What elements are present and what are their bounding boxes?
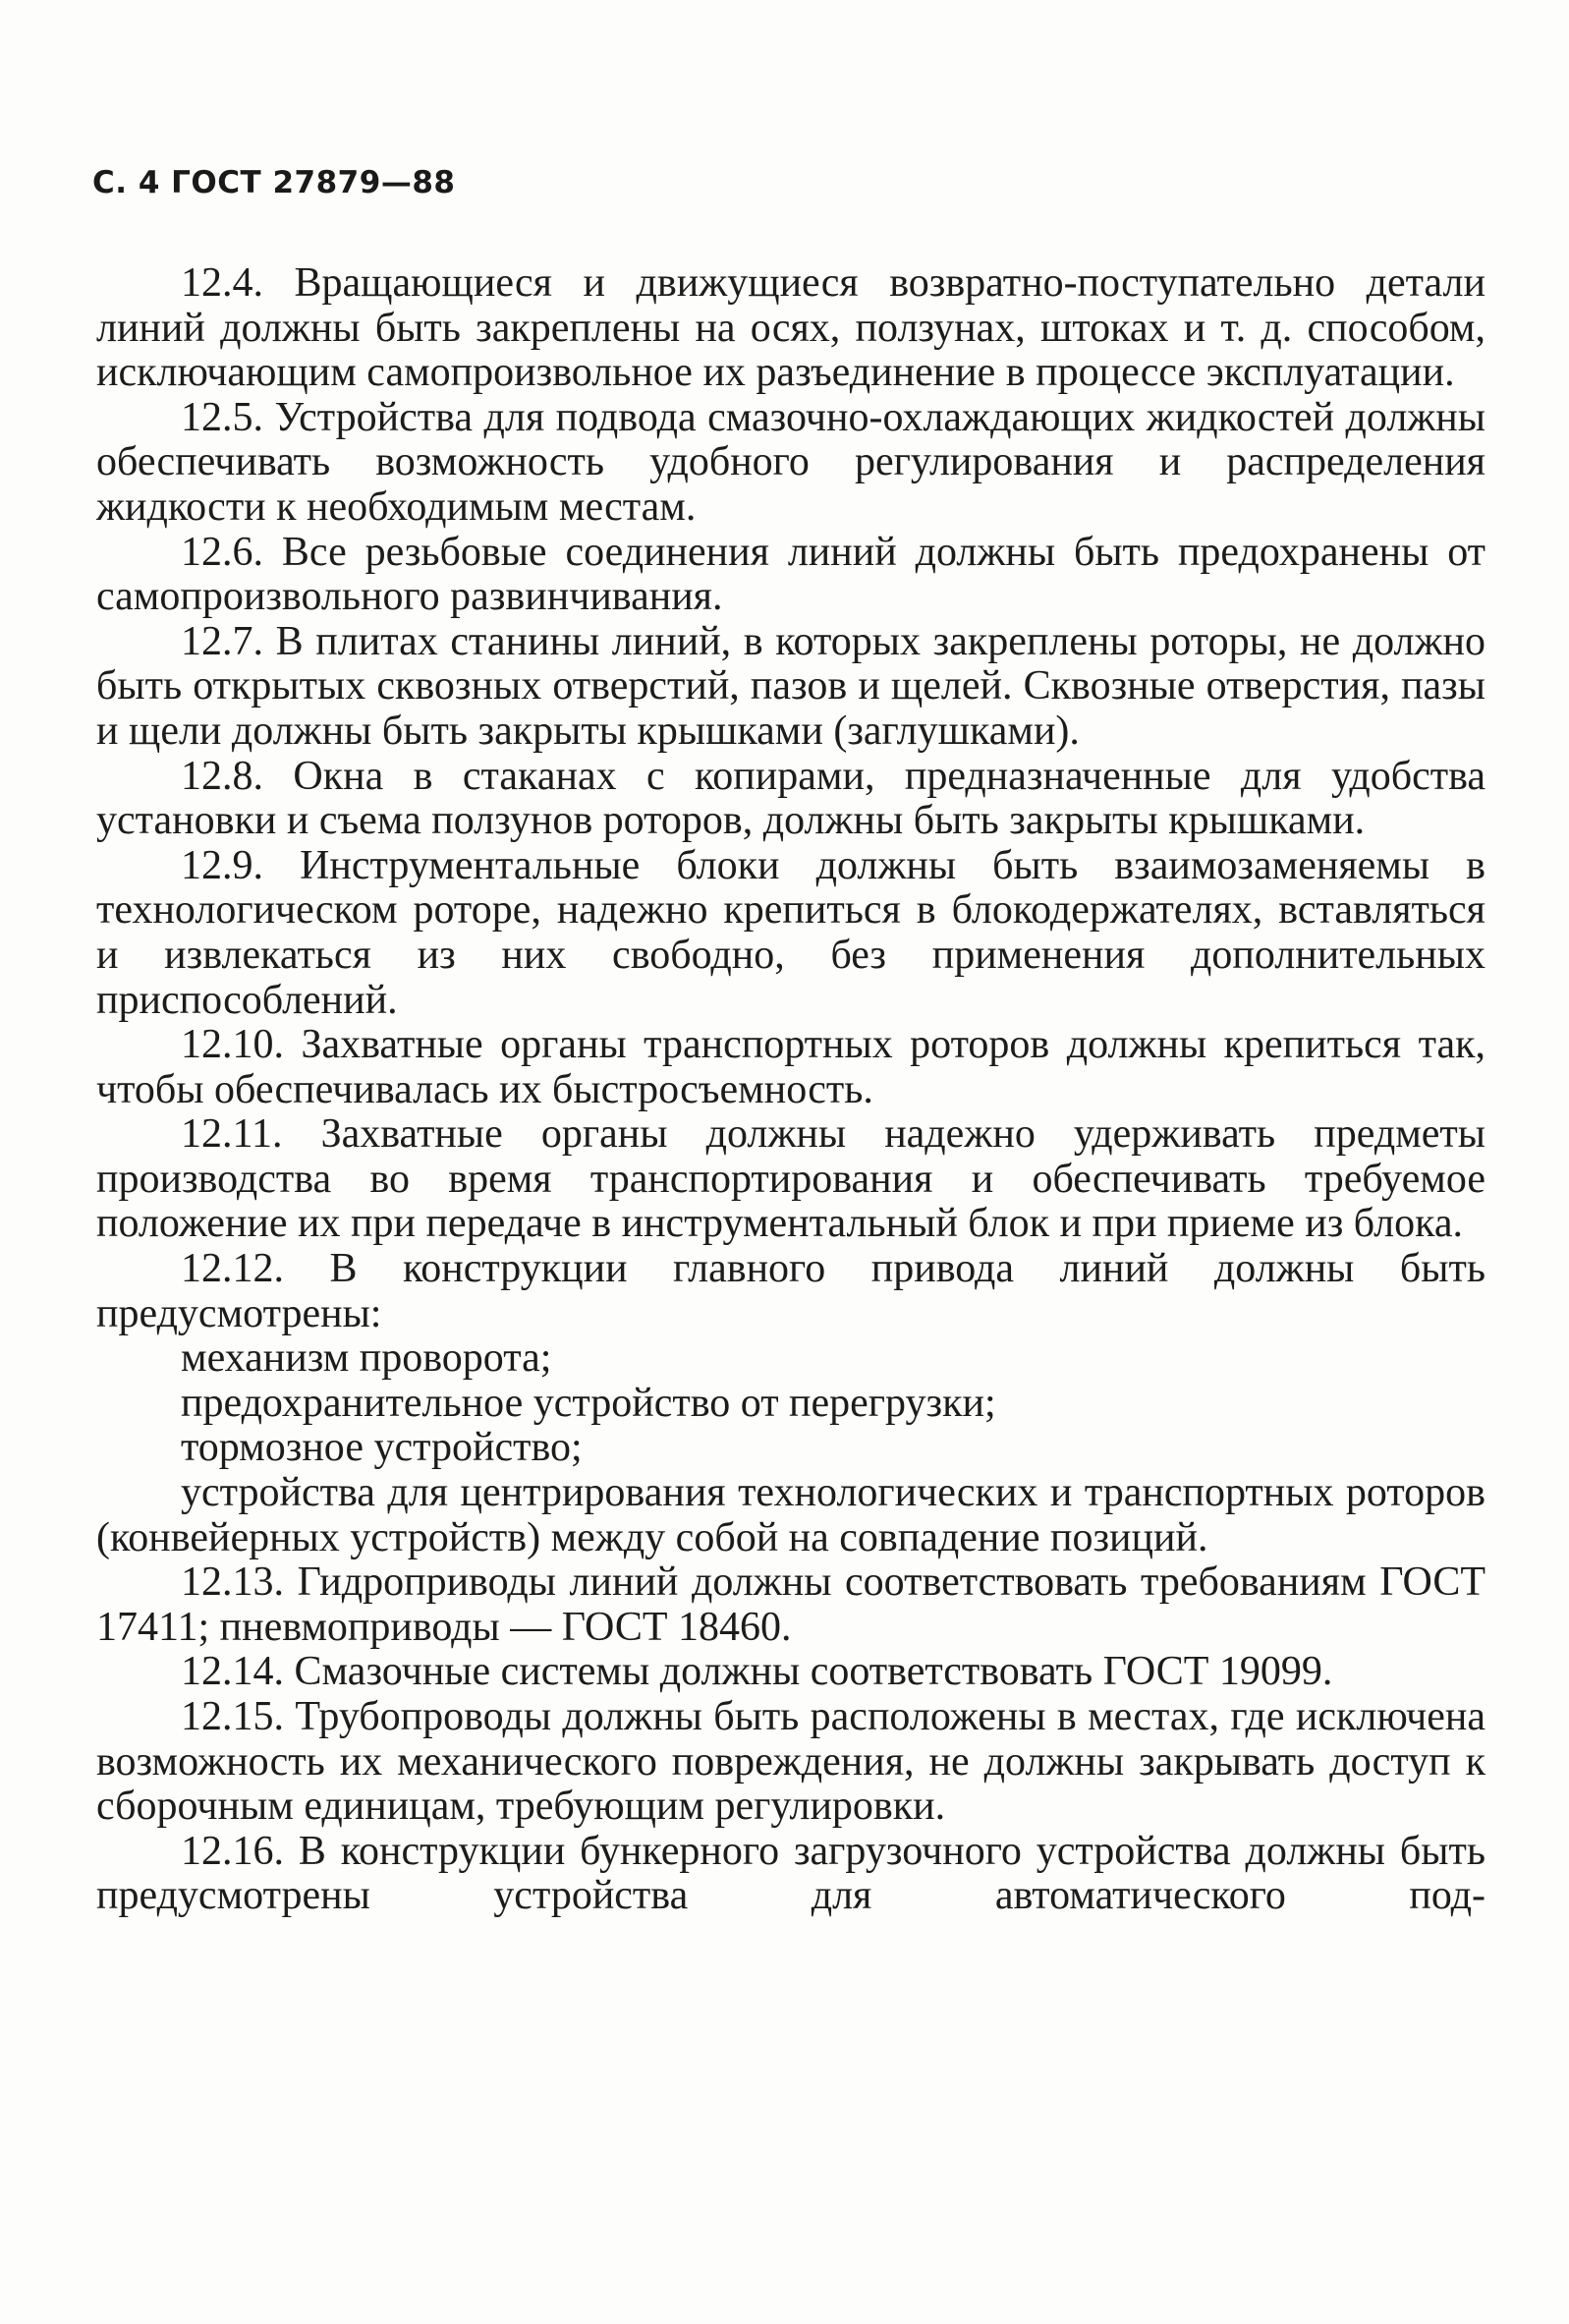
paragraph-12-5: 12.5. Устройства для подвода смазочно-охлаждающих жидкостей должны обеспечивать возможность удобного регулирования и распределения жидкости к необходимым местам. xyxy=(96,394,1485,530)
paragraph-12-16: 12.16. В конструкции бункерного загрузочного устройства должны быть предусмотрены устройства для автоматического под- xyxy=(96,1828,1485,1919)
paragraph-12-4: 12.4. Вращающиеся и движущиеся возвратно-поступательно детали линий должны быть закреплены на осях, ползунах, штоках и т. д. способом, исключающим самопроизвольное их разъединение в процессе эксплуатации. xyxy=(96,260,1485,396)
list-item-brake-device: тормозное устройство; xyxy=(181,1425,583,1471)
document-body xyxy=(96,261,1485,1919)
paragraph-12-11: 12.11. Захватные органы должны надежно удерживать предметы производства во время транспортирования и обеспечивать требуемое положение их при передаче в инструментальный блок и при приеме из блока. xyxy=(96,1111,1485,1247)
paragraph-12-15: 12.15. Трубопроводы должны быть расположены в местах, где исключена возможность их механического повреждения, не должны закрывать доступ к сборочным единицам, требующим регулировки. xyxy=(96,1694,1485,1830)
paragraph-12-13: 12.13. Гидроприводы линий должны соответствовать требованиям ГОСТ 17411; пневмоприводы — ГОСТ 18460. xyxy=(96,1559,1485,1650)
paragraph-12-7: 12.7. В плитах станины линий, в которых закреплены роторы, не должно быть открытых сквозных отверстий, пазов и щелей. Сквозные отверстия, пазы и щели должны быть закрыты крышками (заглушками). xyxy=(96,618,1485,754)
paragraph-12-14: 12.14. Смазочные системы должны соответствовать ГОСТ 19099. xyxy=(181,1649,1333,1695)
paragraph-12-8: 12.8. Окна в стаканах с копирами, предназначенные для удобства установки и съема ползунов роторов, должны быть закрыты крышками. xyxy=(96,753,1485,844)
paragraph-12-10: 12.10. Захватные органы транспортных роторов должны крепиться так, чтобы обеспечивалась их быстросъемность. xyxy=(96,1022,1485,1112)
list-item-overload-device: предохранительное устройство от перегрузки; xyxy=(181,1380,996,1426)
list-item-centering-devices: устройства для центрирования технологических и транспортных роторов (конвейерных устройств) между собой на совпадение позиций. xyxy=(96,1470,1485,1560)
page-header: С. 4 ГОСТ 27879—88 xyxy=(92,165,456,200)
paragraph-12-6: 12.6. Все резьбовые соединения линий должны быть предохранены от самопроизвольного развинчивания. xyxy=(96,529,1485,620)
paragraph-12-12: 12.12. В конструкции главного привода линий должны быть предусмотрены: xyxy=(96,1246,1485,1336)
paragraph-12-9: 12.9. Инструментальные блоки должны быть взаимозаменяемы в технологическом роторе, надежно крепиться в блокодержателях, вставляться и извлекаться из них свободно, без применения дополнительных приспособлений. xyxy=(96,842,1485,1023)
list-item-rotation-mechanism: механизм проворота; xyxy=(181,1335,552,1382)
